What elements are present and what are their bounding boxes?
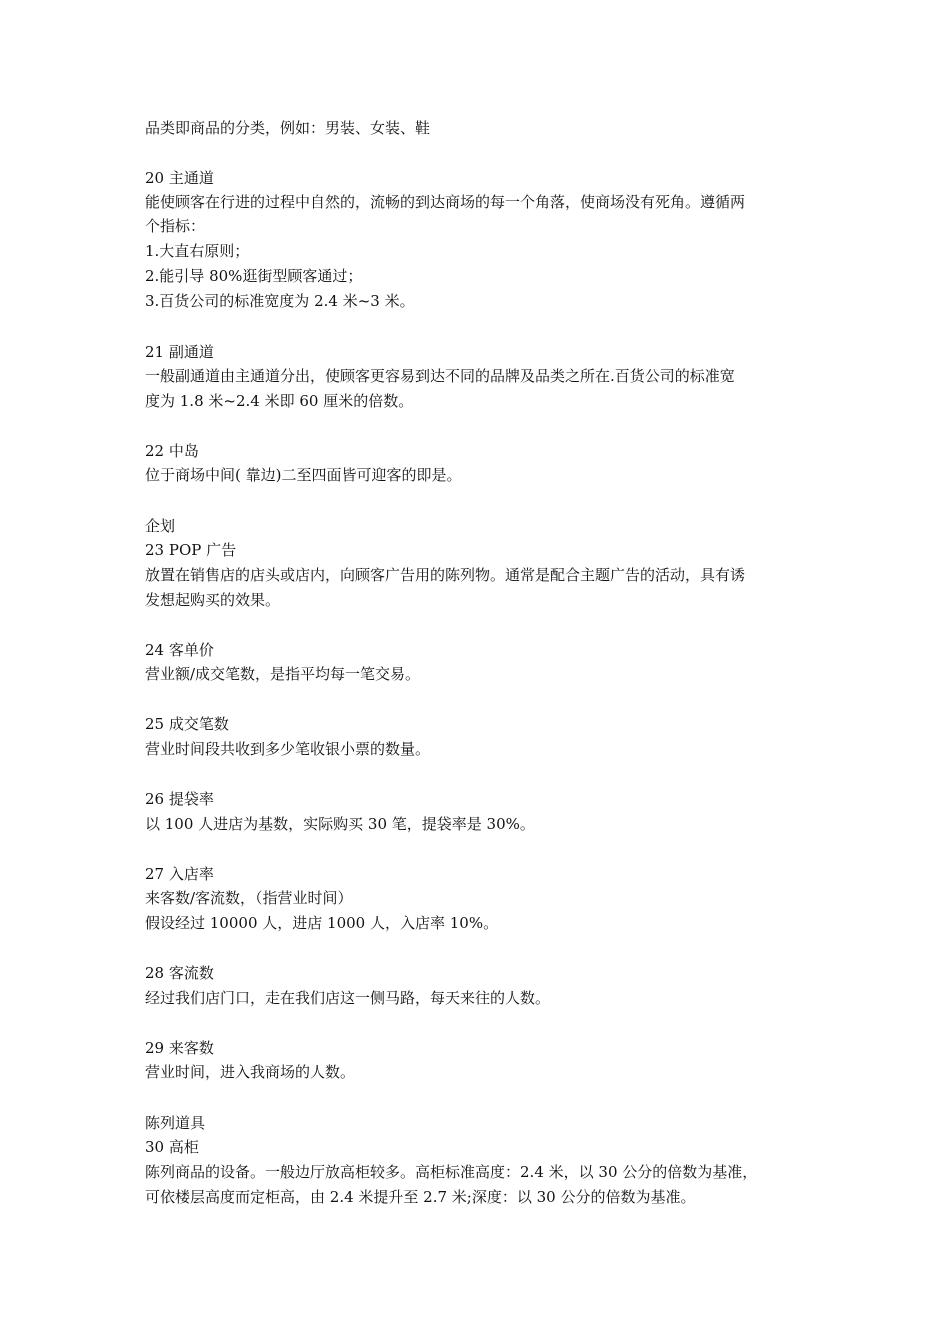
section-heading-28: 28 客流数	[145, 964, 214, 982]
section-heading-30: 30 高柜	[145, 1138, 199, 1156]
text-line: 品类即商品的分类，例如：男装、女装、鞋	[145, 119, 431, 137]
text-line: 3.百货公司的标准宽度为 2.4 米~3 米。	[145, 292, 415, 310]
text-line: 营业时间，进入我商场的人数。	[145, 1063, 356, 1081]
category-heading: 陈列道具	[145, 1114, 206, 1132]
text-line: 营业额/成交笔数，是指平均每一笔交易。	[145, 665, 421, 683]
section-heading-23: 23 POP 广告	[145, 541, 237, 559]
text-line: 放置在销售店的店头或店内，向顾客广告用的陈列物。通常是配合主题广告的活动，具有诱	[145, 566, 746, 584]
section-heading-20: 20 主通道	[145, 169, 214, 187]
text-line: 陈列商品的设备。一般边厅放高柜较多。高柜标准高度：2.4 米，以 30 公分的倍数为基准，	[145, 1163, 758, 1181]
section-heading-29: 29 来客数	[145, 1039, 214, 1057]
text-line: 2.能引导 80%逛街型顾客通过；	[145, 267, 363, 285]
text-line: 度为 1.8 米~2.4 米即 60 厘米的倍数。	[145, 392, 414, 410]
section-heading-21: 21 副通道	[145, 343, 214, 361]
text-line: 1.大直右原则；	[145, 242, 250, 260]
text-line: 能使顾客在行进的过程中自然的，流畅的到达商场的每一个角落，使商场没有死角。遵循两	[145, 193, 746, 211]
text-line: 经过我们店门口，走在我们店这一侧马路，每天来往的人数。	[145, 989, 551, 1007]
section-heading-27: 27 入店率	[145, 865, 214, 883]
section-heading-25: 25 成交笔数	[145, 715, 229, 733]
text-line: 营业时间段共收到多少笔收银小票的数量。	[145, 740, 431, 758]
section-heading-24: 24 客单价	[145, 641, 214, 659]
text-line: 以 100 人进店为基数，实际购买 30 笔，提袋率是 30%。	[145, 815, 535, 833]
text-line: 可依楼层高度而定柜高，由 2.4 米提升至 2.7 米;深度：以 30 公分的倍数为基准。	[145, 1188, 696, 1206]
text-line: 一般副通道由主通道分出，使顾客更容易到达不同的品牌及品类之所在.百货公司的标准宽	[145, 367, 735, 385]
text-line: 假设经过 10000 人，进店 1000 人，入店率 10%。	[145, 914, 499, 932]
text-line: 发想起购买的效果。	[145, 591, 281, 609]
text-line: 来客数/客流数，（指营业时间）	[145, 889, 353, 907]
text-line: 个指标：	[145, 217, 206, 235]
text-line: 位于商场中间( 靠边)二至四面皆可迎客的即是。	[145, 466, 462, 484]
section-heading-26: 26 提袋率	[145, 790, 214, 808]
section-heading-22: 22 中岛	[145, 442, 199, 460]
category-heading: 企划	[145, 517, 176, 535]
